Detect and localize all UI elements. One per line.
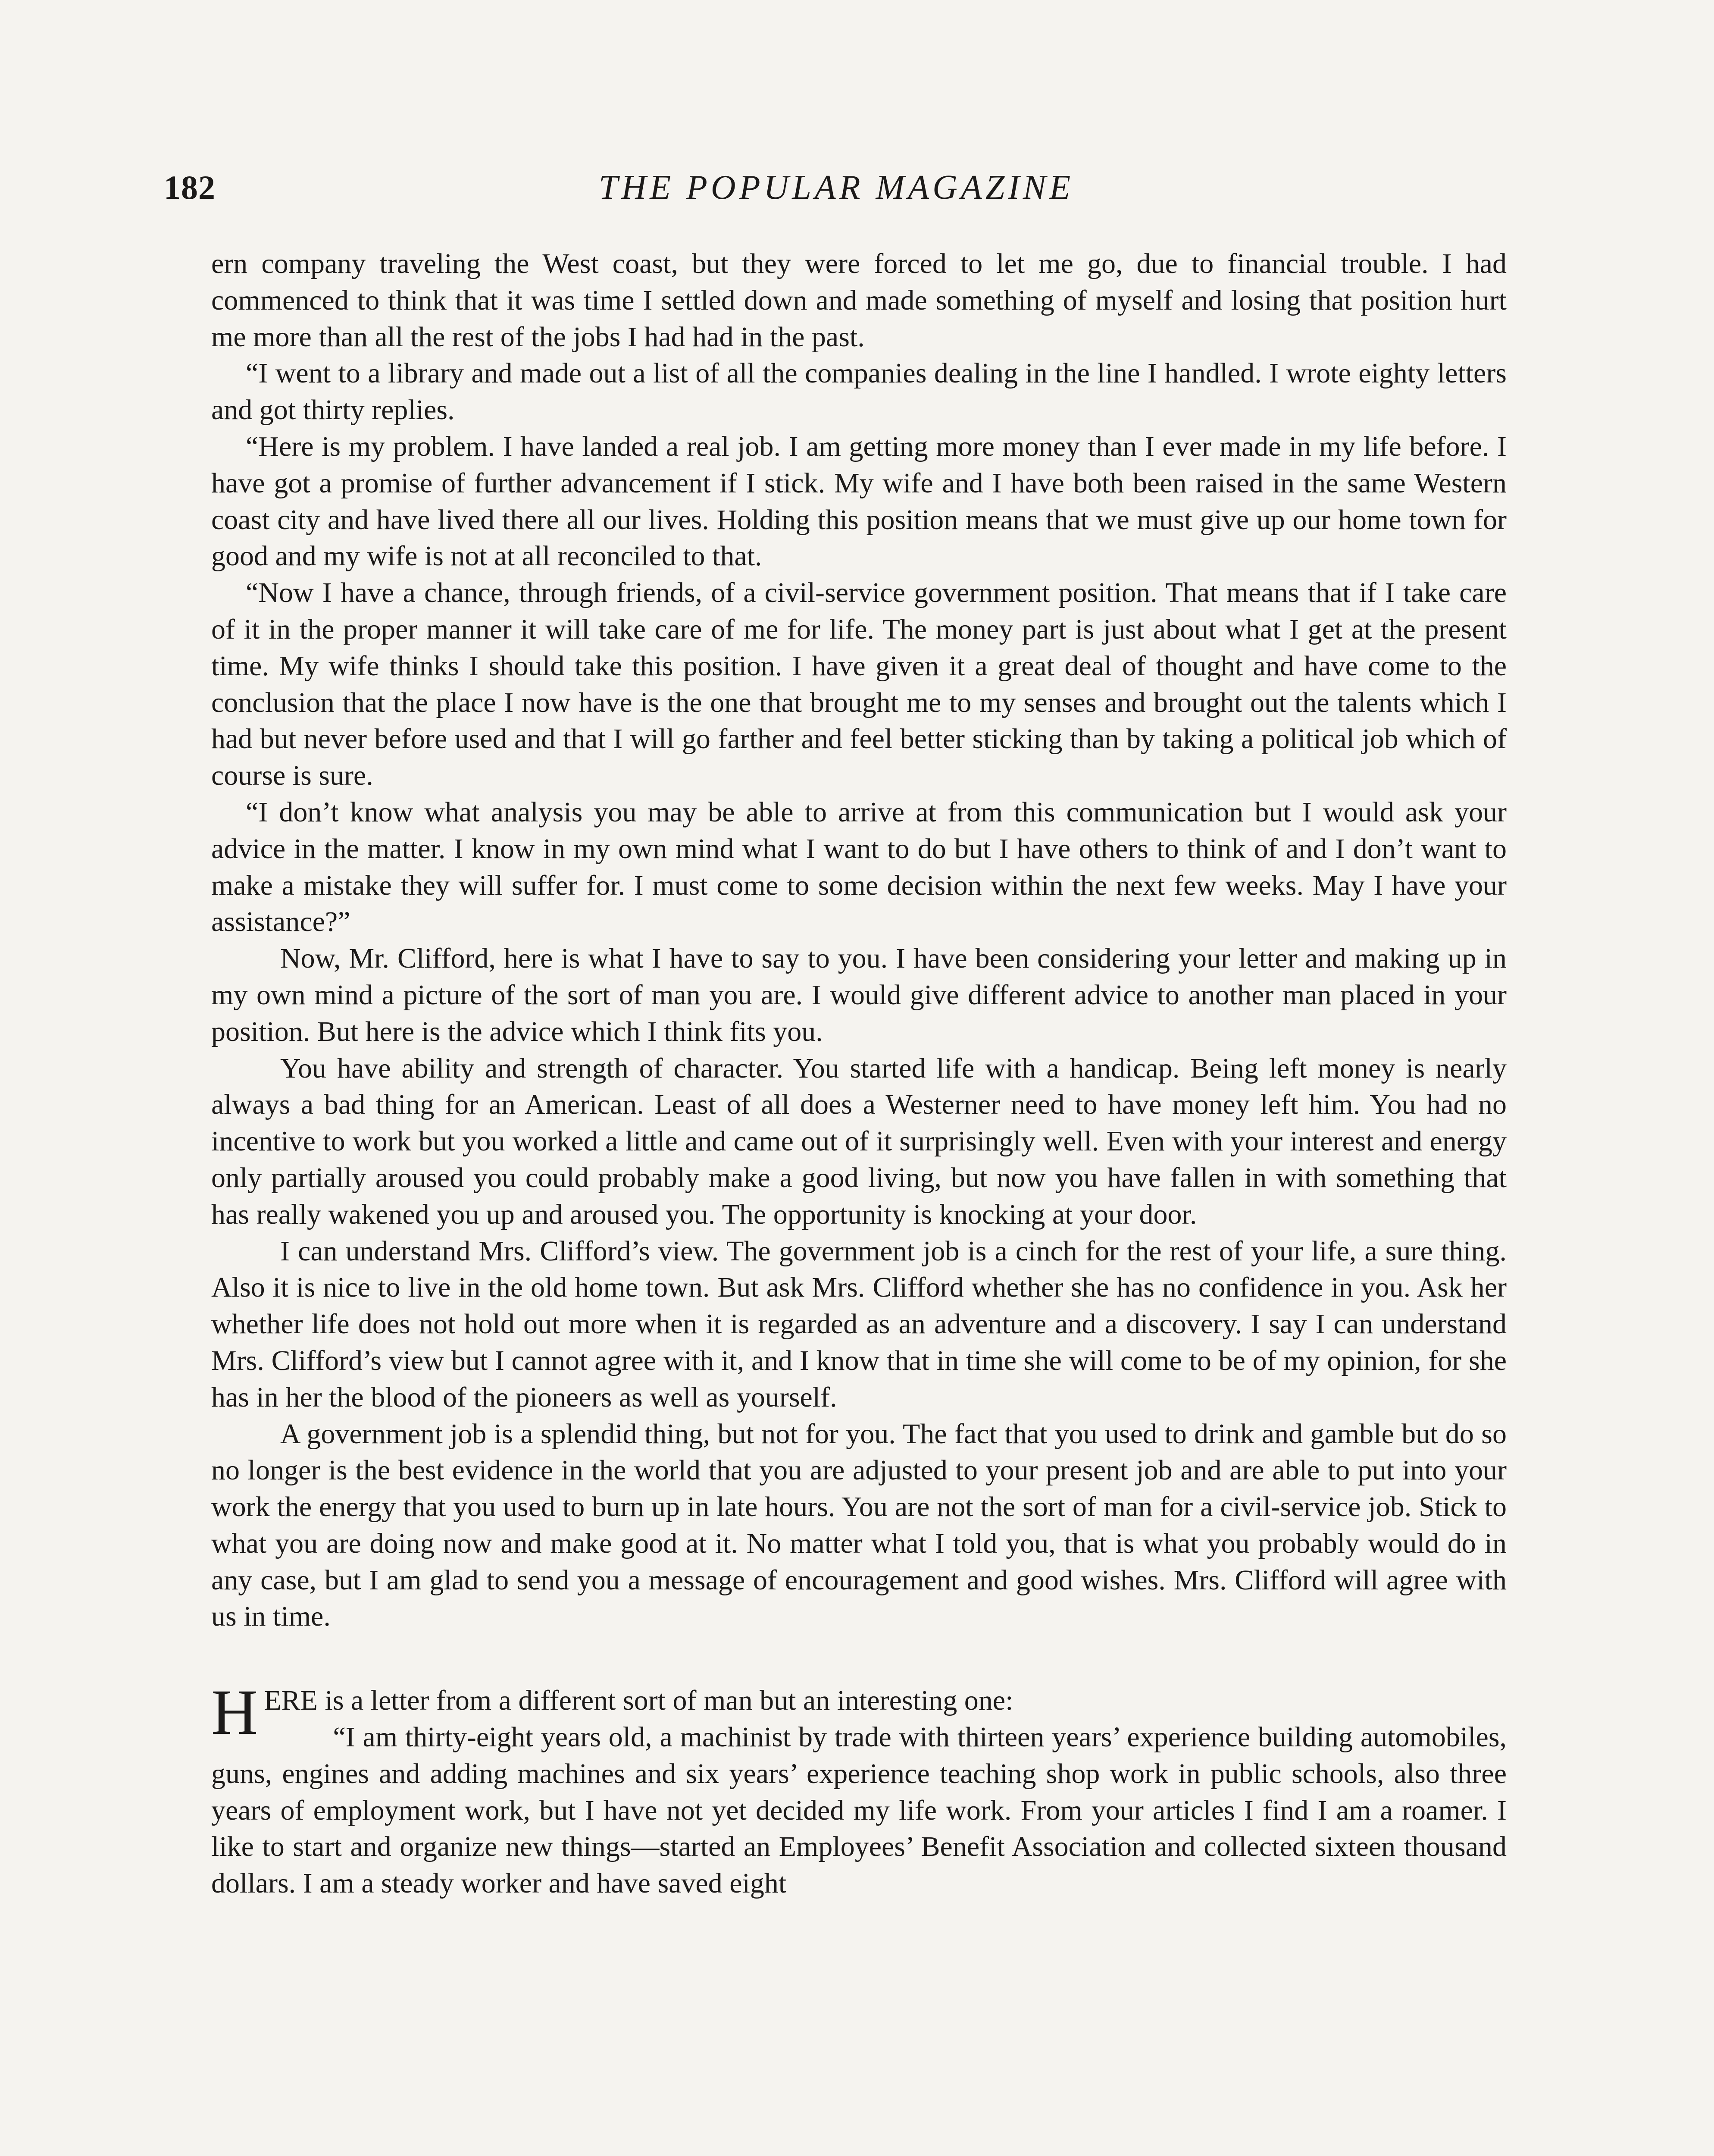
paragraph-continued: ern company traveling the West coast, but they were forced to let me go, due to financial trouble. I had commenced to think that it was time I settled down and made something of myself and losing that position hurt me more than all the rest of the jobs I had had in the past. (211, 248, 1507, 353)
section-opening-text: ERE is a letter from a different sort of man but an interesting one: (264, 1685, 1013, 1717)
paragraph: “I went to a library and made out a list of all the companies dealing in the line I handled. I wrote eighty letters and got thirty replies. (211, 357, 1507, 426)
drop-cap: H (211, 1677, 258, 1749)
paragraph: “Now I have a chance, through friends, of a civil-service government position. That means that if I take care of it in the proper manner it will take care of me for life. The money part is just about what I get at the present time. My wife thinks I should take this position. I have given it a great deal of thought and have come to the conclusion that the place I now have is the one that brought me to my senses and brought out the talents which I had but never before used and that I will go farther and feel better sticking than by taking a political job which of course is sure. (211, 577, 1507, 792)
paragraph: “Here is my problem. I have landed a real job. I am getting more money than I ever made in my life before. I have got a promise of further advancement if I stick. My wife and I have both been raised in the same Western coast city and have lived there all our lives. Holding this position means that we must give up our home town for good and my wife is not at all reconciled to that. (211, 430, 1507, 572)
paragraph: I can understand Mrs. Clifford’s view. The government job is a cinch for the rest of your life, a sure thing. Also it is nice to live in the old home town. But ask Mrs. Clifford whether she has no confidence in you. Ask her whether life does not hold out more when it is regarded as an adventure and a discovery. I say I can understand Mrs. Clifford’s view but I cannot agree with it, and I know that in time she will come to be of my opinion, for she has in her the blood of the pioneers as well as yourself. (211, 1235, 1507, 1413)
page-header (164, 168, 1509, 220)
letter-paragraph: “I am thirty-eight years old, a machinist by trade with thirteen years’ experience building automobiles, guns, engines and adding machines and six years’ experience teaching shop work in public schools, also three years of employment work, but I have not yet decided my life work. From your articles I find I am a roamer. I like to start and organize new things—started an Employees’ Benefit Association and collected sixteen thousand dollars. I am a steady worker and have saved eight (211, 1721, 1507, 1899)
section-break (211, 1635, 1507, 1683)
page-number: 182 (164, 169, 216, 206)
paragraph: Now, Mr. Clifford, here is what I have to say to you. I have been considering your letter and making up in my own mind a picture of the sort of man you are. I would give different advice to another man placed in your position. But here is the advice which I think fits you. (211, 943, 1507, 1047)
paragraph: You have ability and strength of character. You started life with a handicap. Being left money is nearly always a bad thing for an American. Least of all does a Westerner need to have money left him. You had no incentive to work but you worked a little and came out of it surprisingly well. Even with your interest and energy only partially aroused you could probably make a good living, but now you have fallen in with something that has really wakened you up and aroused you. The opportunity is knocking at your door. (211, 1052, 1507, 1230)
article-body (211, 246, 1507, 1902)
running-head: THE POPULAR MAGAZINE (598, 169, 1074, 207)
paragraph: A government job is a splendid thing, but not for you. The fact that you used to drink and gamble but do so no longer is the best evidence in the world that you are adjusted to your present job and are able to put into your work the energy that you used to burn up in late hours. You are not the sort of man for a civil-service job. Stick to what you are doing now and make good at it. No matter what I told you, that is what you probably would do in any case, but I am glad to send you a message of encouragement and good wishes. Mrs. Clifford will agree with us in time. (211, 1418, 1507, 1633)
paragraph: “I don’t know what analysis you may be able to arrive at from this communication but I would ask your advice in the matter. I know in my own mind what I want to do but I have others to think of and I don’t want to make a mistake they will suffer for. I must come to some decision within the next few weeks. May I have your assistance?” (211, 796, 1507, 938)
section-opening-paragraph (211, 1677, 1507, 1749)
